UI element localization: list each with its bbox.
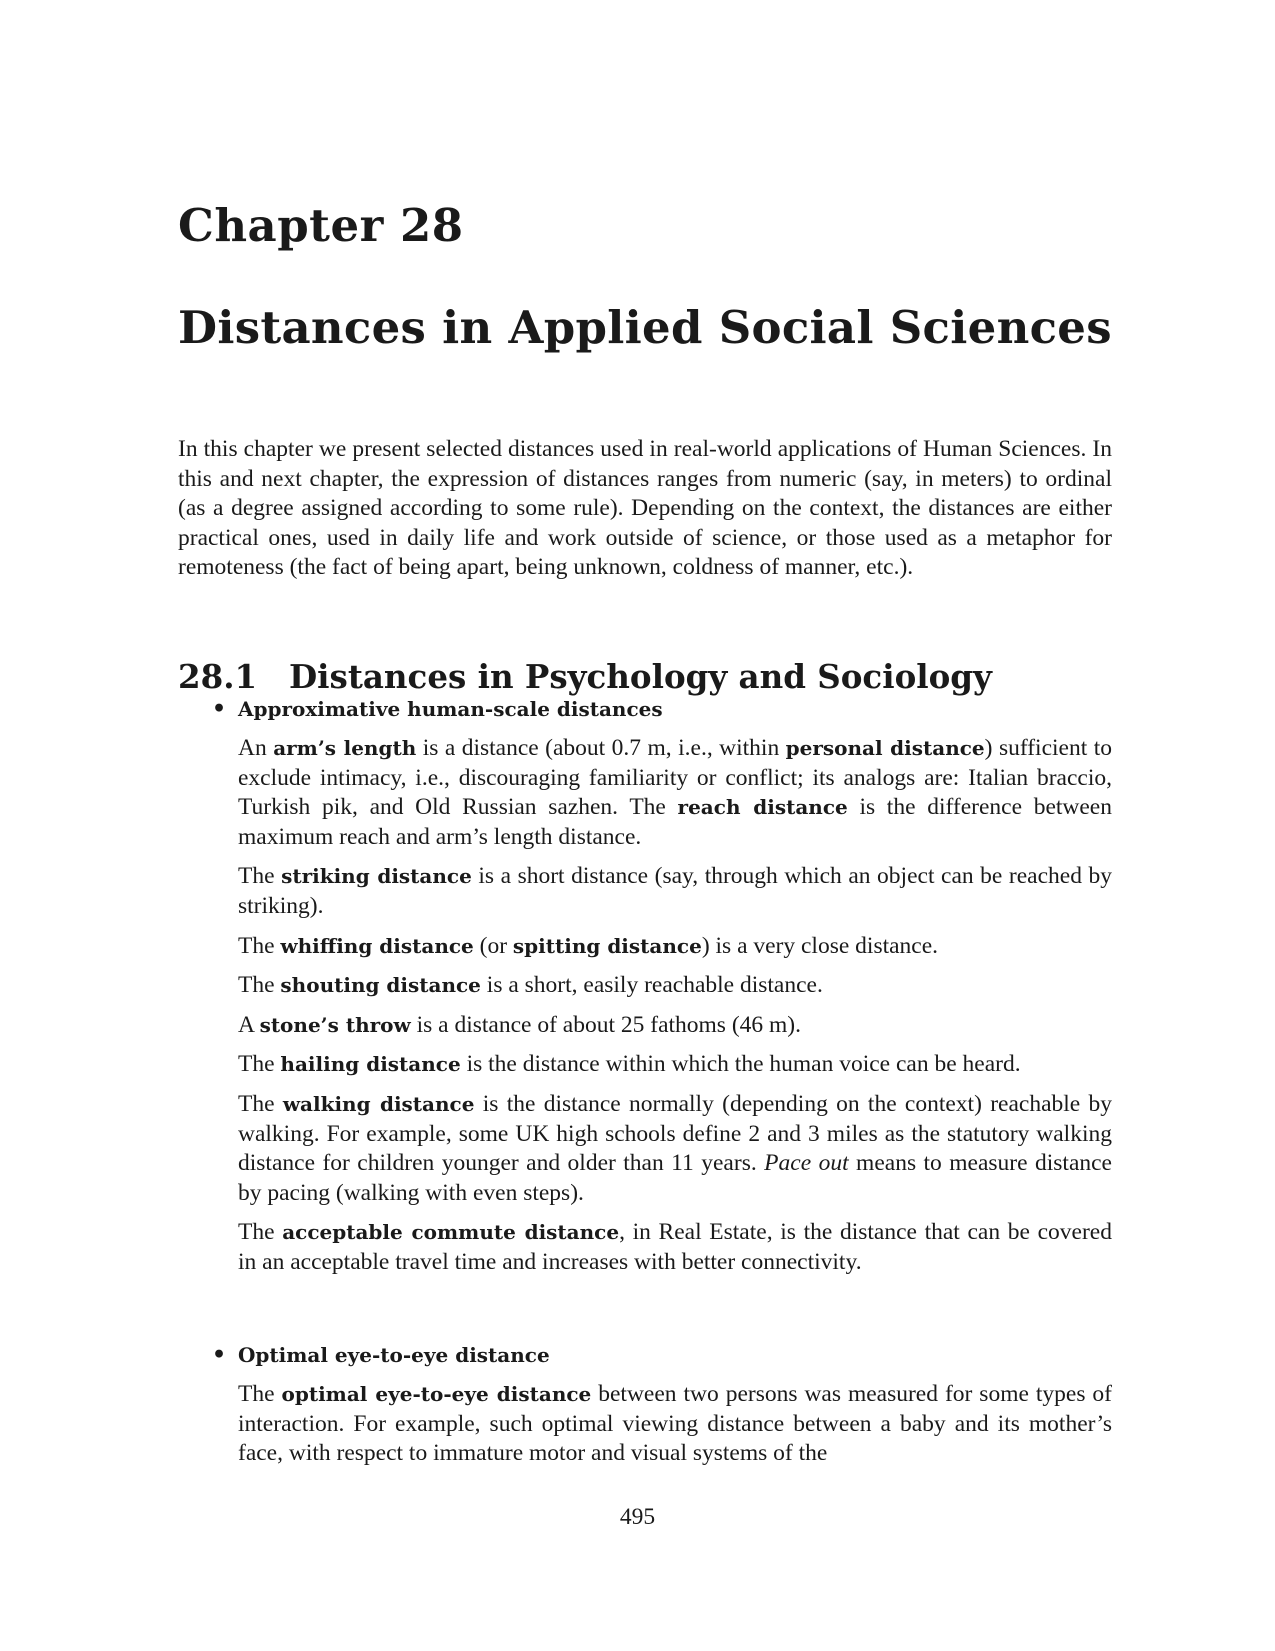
term-spitting-distance: spitting distance [512,933,702,958]
text-run: , in Real Estate, is the distance that can be covered in an acceptable travel time and increases with better connectivity. [238,1219,1112,1275]
term-arms-length: arm’s length [273,736,417,760]
text-run: The [238,1219,283,1246]
term-walking-distance: walking distance [282,1091,475,1116]
text-run: An [238,735,274,761]
text-run: is a short, easily reachable distance. [480,972,823,999]
term-hailing-distance: hailing distance [280,1052,461,1077]
text-run: A [238,1011,260,1038]
text-run: The [238,932,281,959]
section-title: Distances in Psychology and Sociology [289,657,992,696]
bullet-marker: • [212,1342,227,1368]
term-acceptable-commute-distance: acceptable commute distance [282,1220,620,1245]
page-number: 495 [619,1504,656,1530]
text-run: is a short distance (say, through which an object can be reached by striking). [238,863,1112,919]
text-run: The [238,1090,283,1117]
intro-paragraph: In this chapter we present selected distances used in real-world applications of Human Sciences. In this and next chapter, the expression of distances ranges from numeric (say, in meters) to ordinal (as a degree assigned according to some rule). Depending on the context, the distances are either practical ones, used in daily life and work outside of science, or those used as a metaphor for remoteness (the fact of being apart, being unknown, coldness of manner, etc.). [178,436,1112,581]
term-striking-distance: striking distance [281,864,472,889]
text-run: is the difference between maximum reach and arm’s length distance. [238,794,1112,850]
term-stones-throw: stone’s throw [259,1012,411,1037]
text-run: between two persons was measured for some types of interaction. For example, such optimal viewing distance between a baby and its mother’s face, with respect to immature motor and visual systems of the [238,1381,1112,1467]
text-run: The [238,1381,282,1407]
bullet-item-eye-to-eye [212,1340,1112,1479]
text-run: is a distance of about 25 fathoms (46 m). [410,1011,802,1038]
text-run: ) sufficient to exclude intimacy, i.e., discouraging familiarity or conflict; its analogs are: Italian braccio, Turkish pik, and Old Russian sazhen. The [238,735,1112,821]
term-personal-distance: personal distance [785,736,985,760]
text-run: is the distance within which the human voice can be heard. [460,1051,1021,1078]
paragraph-stones-throw [238,1011,1112,1041]
bullet-heading [212,1340,1112,1370]
chapter-label: Chapter 28 [178,199,464,252]
paragraph-striking [238,862,1112,921]
text-run: The [238,972,281,999]
text-run: (or [473,932,513,959]
bullet-item-human-scale [212,694,1112,1288]
section-number: 28.1 [178,657,258,696]
term-optimal-eye-to-eye-distance: optimal eye-to-eye distance [281,1382,592,1406]
paragraph-shouting [238,971,1112,1001]
bullet-heading [212,694,1112,724]
text-run: is the distance normally (depending on the context) reachable by walking. For example, some UK high schools define 2 and 3 miles as the statutory walking distance for children younger and older than 11 years. [238,1090,1112,1177]
text-run: The [238,863,282,890]
term-pace-out: Pace out [764,1150,849,1177]
paragraph-whiffing [238,932,1112,962]
chapter-title: Distances in Applied Social Sciences [178,301,1112,354]
bullet-title: Approximative human-scale distances [238,697,663,721]
text-run: ) is a very close distance. [701,932,939,959]
paragraph-hailing [238,1050,1112,1080]
paragraph-walking [238,1090,1112,1208]
text-run: The [238,1051,281,1078]
bullet-marker: • [212,696,227,722]
paragraph-arms-length [238,734,1112,852]
term-whiffing-distance: whiffing distance [280,933,474,958]
paragraph-eye-to-eye [238,1380,1112,1469]
bullet-title: Optimal eye-to-eye distance [238,1343,550,1367]
term-shouting-distance: shouting distance [280,973,481,998]
section-heading [178,655,992,699]
term-reach-distance: reach distance [677,795,848,820]
paragraph-commute [238,1218,1112,1277]
text-run: means to measure distance by pacing (walking with even steps). [238,1150,1112,1206]
text-run: is a distance (about 0.7 m, i.e., within [416,735,786,761]
